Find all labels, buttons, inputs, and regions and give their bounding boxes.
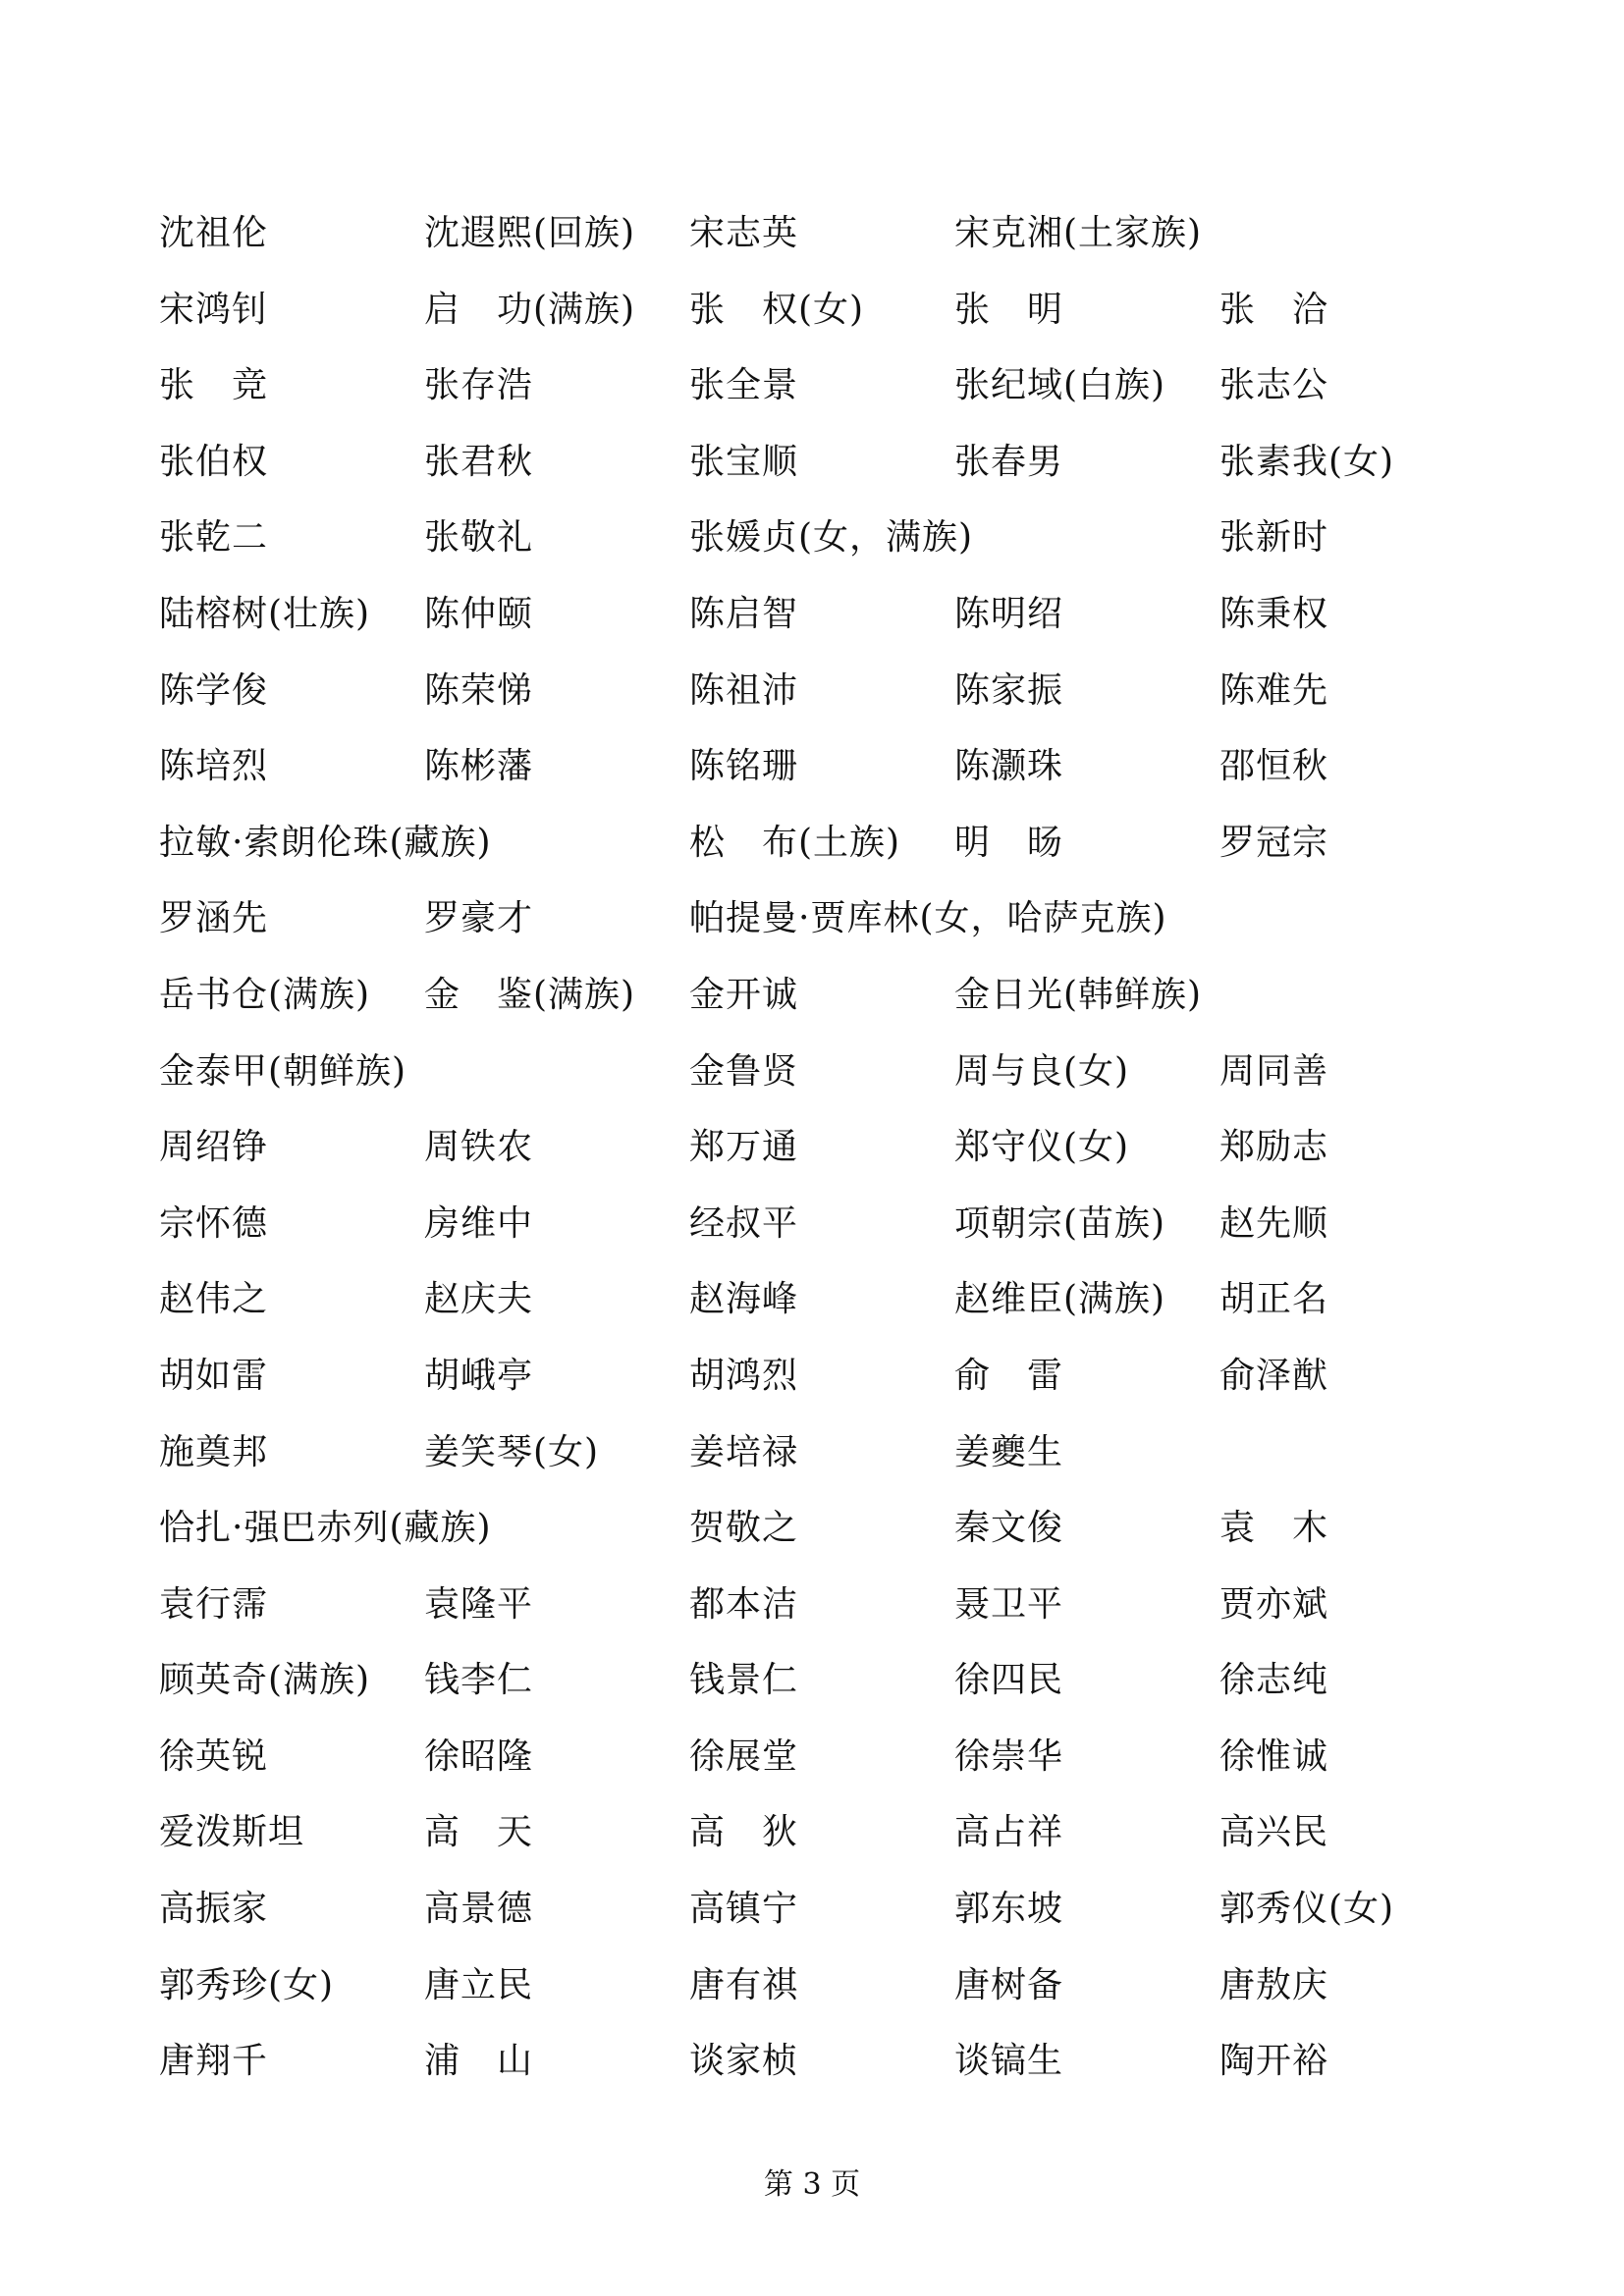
name-entry: 张全景 (689, 365, 799, 406)
name-entry: 姜笑琴(女) (424, 1431, 600, 1472)
name-row (159, 1197, 1465, 1273)
name-row (159, 435, 1465, 511)
name-row (159, 739, 1465, 816)
name-row (159, 1501, 1465, 1577)
name-entry: 项朝宗(苗族) (954, 1202, 1166, 1244)
name-entry: 郑励志 (1219, 1127, 1329, 1168)
name-entry: 陈难先 (1219, 669, 1329, 711)
name-entry: 贾亦斌 (1219, 1583, 1329, 1625)
name-entry: 张存浩 (424, 365, 534, 406)
name-entry: 罗豪才 (424, 898, 534, 939)
name-entry: 张媛贞(女，满族) (689, 517, 974, 559)
name-entry: 陈铭珊 (689, 746, 799, 787)
name-entry: 陈仲颐 (424, 593, 534, 634)
name-entry: 赵维臣(满族) (954, 1279, 1166, 1320)
name-row (159, 587, 1465, 664)
name-row (159, 1882, 1465, 1958)
name-entry: 施奠邦 (159, 1431, 269, 1472)
name-entry: 陈启智 (689, 593, 799, 634)
name-entry: 徐志纯 (1219, 1660, 1329, 1701)
name-entry: 金日光(韩鲜族) (954, 974, 1203, 1015)
name-entry: 周绍铮 (159, 1127, 269, 1168)
name-entry: 赵伟之 (159, 1279, 269, 1320)
name-entry: 徐昭隆 (424, 1735, 534, 1777)
name-row (159, 1958, 1465, 2035)
name-entry: 浦 山 (424, 2041, 534, 2082)
name-entry: 唐树备 (954, 1964, 1064, 2005)
name-entry: 胡峨亭 (424, 1355, 534, 1396)
name-entry: 松 布(土族) (689, 822, 901, 863)
name-entry: 张春男 (954, 441, 1064, 482)
name-entry: 高景德 (424, 1889, 534, 1930)
name-entry: 徐四民 (954, 1660, 1064, 1701)
name-entry: 张新时 (1219, 517, 1329, 559)
name-entry: 金开诚 (689, 974, 799, 1015)
name-row (159, 2034, 1465, 2110)
name-entry: 胡正名 (1219, 1279, 1329, 1320)
name-entry: 姜培禄 (689, 1431, 799, 1472)
name-entry: 贺敬之 (689, 1508, 799, 1549)
name-entry: 邵恒秋 (1219, 746, 1329, 787)
name-entry: 启 功(满族) (424, 289, 636, 330)
name-entry: 金鲁贤 (689, 1050, 799, 1092)
name-row (159, 891, 1465, 968)
name-entry: 经叔平 (689, 1202, 799, 1244)
name-entry: 宋志英 (689, 213, 799, 253)
name-row (159, 1577, 1465, 1654)
name-entry: 张宝顺 (689, 441, 799, 482)
name-entry: 金泰甲(朝鲜族) (159, 1050, 407, 1092)
name-entry: 宋鸿钊 (159, 289, 269, 330)
name-entry: 唐敖庆 (1219, 1964, 1329, 2005)
name-entry: 钱李仁 (424, 1660, 534, 1701)
name-entry: 姜夔生 (954, 1431, 1064, 1472)
name-row (159, 510, 1465, 587)
name-entry: 胡如雷 (159, 1355, 269, 1396)
name-entry: 高 狄 (689, 1812, 799, 1853)
name-entry: 陈培烈 (159, 746, 269, 787)
name-row (159, 664, 1465, 740)
name-entry: 张乾二 (159, 517, 269, 559)
name-entry: 聂卫平 (954, 1583, 1064, 1625)
name-entry: 罗冠宗 (1219, 822, 1329, 863)
name-entry: 张纪域(白族) (954, 365, 1166, 406)
name-entry: 高占祥 (954, 1812, 1064, 1853)
name-entry: 高兴民 (1219, 1812, 1329, 1853)
name-row (159, 1044, 1465, 1121)
name-entry: 赵先顺 (1219, 1202, 1329, 1244)
name-row (159, 1730, 1465, 1806)
name-row (159, 1805, 1465, 1882)
name-entry: 赵庆夫 (424, 1279, 534, 1320)
name-entry: 胡鸿烈 (689, 1355, 799, 1396)
name-entry: 徐展堂 (689, 1735, 799, 1777)
name-entry: 俞 雷 (954, 1355, 1064, 1396)
name-entry: 钱景仁 (689, 1660, 799, 1701)
name-entry: 秦文俊 (954, 1508, 1064, 1549)
name-entry: 罗涵先 (159, 898, 269, 939)
name-entry: 谈镐生 (954, 2041, 1064, 2082)
name-entry: 明 旸 (954, 822, 1064, 863)
name-entry: 拉敏·索朗伦珠(藏族) (159, 822, 492, 863)
name-entry: 唐有祺 (689, 1964, 799, 2005)
name-entry: 郭秀仪(女) (1219, 1889, 1395, 1930)
name-entry: 沈遐熙(回族) (424, 213, 636, 253)
name-entry: 张 竞 (159, 365, 269, 406)
name-entry: 张 权(女) (689, 289, 865, 330)
name-entry: 金 鉴(满族) (424, 974, 636, 1015)
name-entry: 袁 木 (1219, 1508, 1329, 1549)
name-entry: 周铁农 (424, 1127, 534, 1168)
name-entry: 张素我(女) (1219, 441, 1395, 482)
name-row (159, 358, 1465, 435)
name-entry: 高镇宁 (689, 1889, 799, 1930)
name-row (159, 1349, 1465, 1425)
name-entry: 赵海峰 (689, 1279, 799, 1320)
name-entry: 袁隆平 (424, 1583, 534, 1625)
name-entry: 张志公 (1219, 365, 1329, 406)
name-row (159, 283, 1465, 359)
name-entry: 房维中 (424, 1202, 534, 1244)
name-entry: 郭东坡 (954, 1889, 1064, 1930)
name-entry: 高振家 (159, 1889, 269, 1930)
name-entry: 徐惟诚 (1219, 1735, 1329, 1777)
name-entry: 高 天 (424, 1812, 534, 1853)
name-entry: 都本洁 (689, 1583, 799, 1625)
name-entry: 陈荣悌 (424, 669, 534, 711)
name-entry: 郑万通 (689, 1127, 799, 1168)
name-entry: 郭秀珍(女) (159, 1964, 335, 2005)
name-entry: 陈家振 (954, 669, 1064, 711)
name-entry: 陈学俊 (159, 669, 269, 711)
name-entry: 张 洽 (1219, 289, 1329, 330)
name-entry: 俞泽猷 (1219, 1355, 1329, 1396)
name-entry: 陈灏珠 (954, 746, 1064, 787)
name-entry: 恰扎·强巴赤列(藏族) (159, 1508, 492, 1549)
name-row (159, 816, 1465, 892)
name-row (159, 1272, 1465, 1349)
name-entry: 岳书仓(满族) (159, 974, 371, 1015)
name-entry: 郑守仪(女) (954, 1127, 1130, 1168)
name-row (159, 968, 1465, 1044)
name-entry: 张伯权 (159, 441, 269, 482)
name-entry: 陆榕树(壮族) (159, 593, 371, 634)
name-entry: 谈家桢 (689, 2041, 799, 2082)
name-entry: 陶开裕 (1219, 2041, 1329, 2082)
name-list (159, 206, 1465, 2110)
name-entry: 陈祖沛 (689, 669, 799, 711)
name-entry: 唐立民 (424, 1964, 534, 2005)
name-entry: 张敬礼 (424, 517, 534, 559)
name-row (159, 206, 1465, 283)
name-entry: 周与良(女) (954, 1050, 1130, 1092)
name-entry: 陈彬藩 (424, 746, 534, 787)
name-entry: 沈祖伦 (159, 213, 269, 253)
name-entry: 徐崇华 (954, 1735, 1064, 1777)
name-entry: 爱泼斯坦 (159, 1812, 305, 1853)
page-number: 第 3 页 (763, 2167, 861, 2202)
name-entry: 陈秉权 (1219, 593, 1329, 634)
name-entry: 张 明 (954, 289, 1064, 330)
name-entry: 唐翔千 (159, 2041, 269, 2082)
name-entry: 周同善 (1219, 1050, 1329, 1092)
name-entry: 徐英锐 (159, 1735, 269, 1777)
name-entry: 张君秋 (424, 441, 534, 482)
name-entry: 宋克湘(土家族) (954, 213, 1203, 253)
name-row (159, 1653, 1465, 1730)
name-row (159, 1120, 1465, 1197)
name-row (159, 1425, 1465, 1502)
name-entry: 宗怀德 (159, 1202, 269, 1244)
name-entry: 顾英奇(满族) (159, 1660, 371, 1701)
name-entry: 陈明绍 (954, 593, 1064, 634)
name-entry: 帕提曼·贾库林(女，哈萨克族) (689, 898, 1167, 939)
name-entry: 袁行霈 (159, 1583, 269, 1625)
